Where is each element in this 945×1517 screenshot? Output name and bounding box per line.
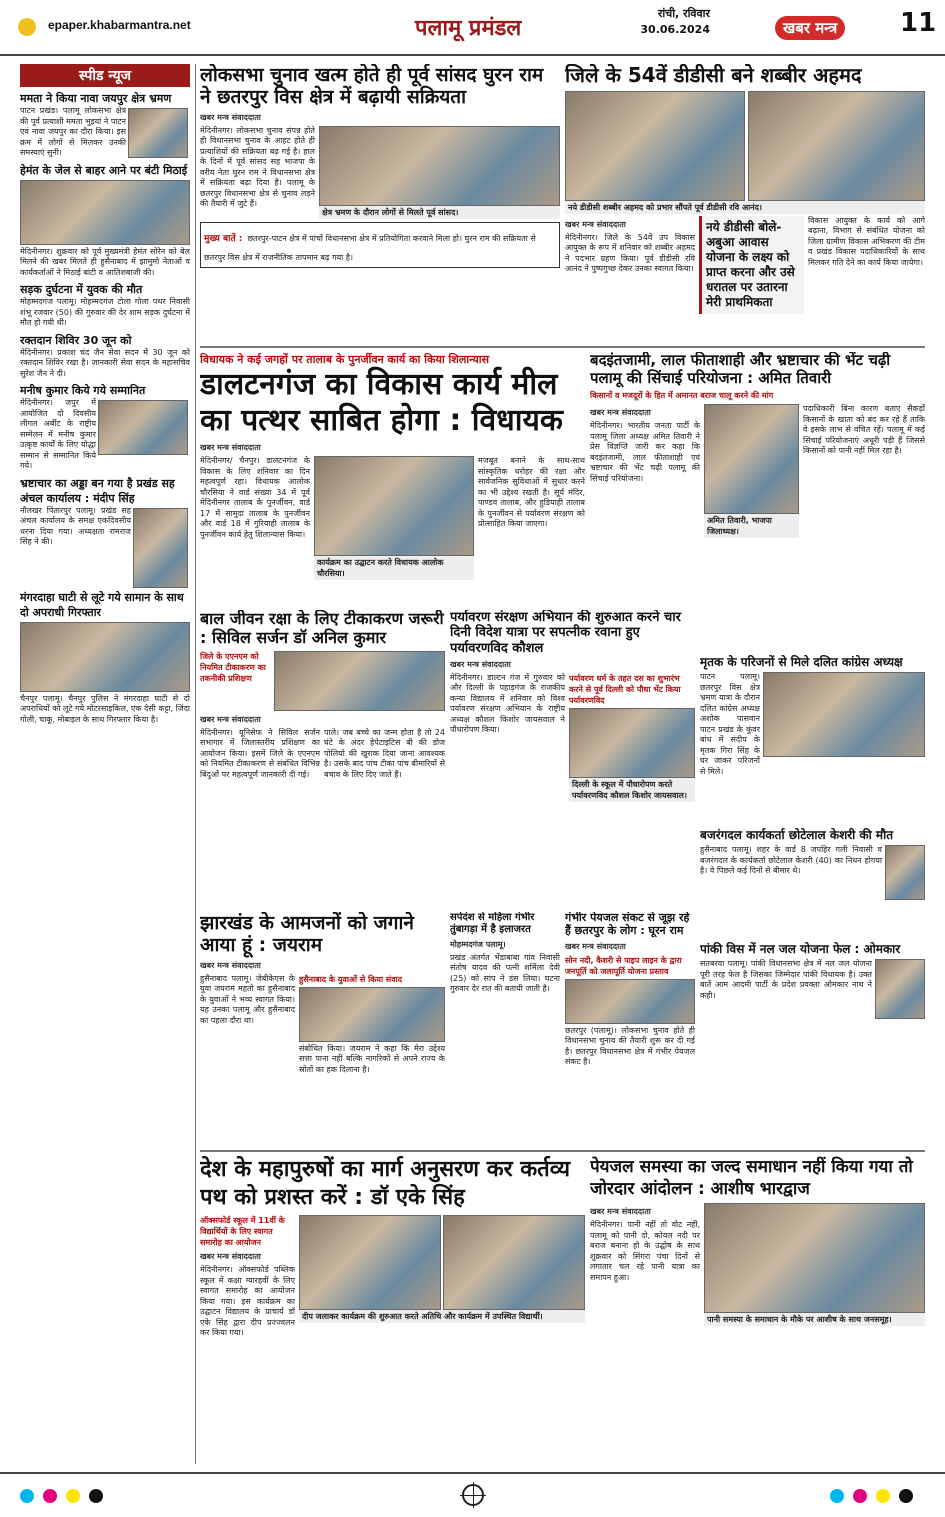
story-text: प्रखंड अंतर्गत भेंडाबाबा गांव निवासी संतोष यादव की पत्नी शर्मिला देवी (25) को सांप ने डंस लिया। घटना गुरुवार देर रात की बतायी जाती है। <box>450 952 560 994</box>
brief-7 <box>20 590 190 726</box>
photo-caption: कार्यक्रम का उद्घाटन करते विधायक आलोक चौरसिया। <box>314 556 474 580</box>
photo-caption: अमित तिवारी, भाजपा जिलाध्यक्ष। <box>704 514 799 538</box>
story-text: मेदिनीनगर/ चैनपुर। डालटनगंज के विकास के लिए शनिवार का दिन महत्वपूर्ण रहा। विधायक आलोक चौरसिया ने वार्ड संख्या 34 में पूर्व मेदिनीनगर तालाब के पुनर्जीवन, वार्ड 17 में सामुदा तालाब के पुनर्जीवन और वार्ड 18 में गुरियाही तालाब के पुनर्जीवन कार्य हेतु शिलान्यास किया। <box>200 456 310 539</box>
story-kicker: विधायक ने कई जगहों पर तालाब के पुनर्जीवन कार्य का किया शिलान्यास <box>200 353 490 366</box>
photo-caption: क्षेत्र भ्रमण के दौरान लोगों से मिलते पूर्व सांसद। <box>319 206 560 219</box>
story-text-2: पदाधिकारी बिना कारण बताए सैकड़ों किसानों के खाता को बंद कर रहे हैं ताकि वे इसके लाभ से वंचित रहें। पलामू में कई सिंचाई परियोजनाएं अधूरी पड़ी हैं जिससे किसानों को पानी नहीं मिल रहा है। <box>803 404 925 456</box>
brief-5 <box>20 383 190 472</box>
masthead <box>0 0 945 56</box>
story-photo <box>748 91 925 201</box>
story-byline: खबर मन्त्र संवाददाता <box>450 659 511 669</box>
cyan-dot-icon <box>20 1489 34 1503</box>
story-text: मेदिनीनगर। डाल्टन गंज में गुरुवार को और दिल्ली के पहाड़गंज के राजकीय कन्या विद्यालय में शनिवार को विश्व पर्यावरण संरक्षण अभियान के राष्ट्रीय अध्यक्ष कौशल किशोर जायसवाल ने पौधारोपण किया। <box>450 672 565 735</box>
story-snakebite <box>450 912 560 1147</box>
story-photo <box>314 456 474 556</box>
story-photo <box>763 672 925 757</box>
story-byline: खबर मन्त्र संवाददाता <box>200 112 261 122</box>
story-side-caption: जिले के एएनएम को नियमित टीकाकरण का तकनीकी प्रशिक्षण <box>200 651 266 683</box>
story-byline: खबर मन्त्र संवाददाता <box>200 1252 261 1261</box>
story-headline: बाल जीवन रक्षा के लिए टीकाकरण जरूरी : सिविल सर्जन डॉ अनिल कुमार <box>200 610 444 647</box>
story-byline: खबर मन्त्र संवाददाता <box>590 408 651 418</box>
story-byline: खबर मन्त्र संवाददाता <box>200 960 261 970</box>
section-divider <box>200 346 925 348</box>
issue-date: 30.06.2024 <box>640 23 710 36</box>
story-photo <box>885 845 925 900</box>
brief-text: मेदिनीनगर। प्रकाश चंद जैन सेवा सदन में 30 जून को रक्तदान शिविर रखा है। जानकारी सेवा सदन के महासचिव सुरेश जैन ने दी। <box>20 347 190 378</box>
registration-dots <box>20 1488 107 1507</box>
story-text: हुसैनाबाद पलामू। शहर के वार्ड 8 जपहिर गली निवासी व बजरंगदल के कार्यकर्ता छोटेलाल केशरी (40) का निधन होगया है। वे पिछले कई दिनों से बीमार थे। <box>700 845 882 876</box>
story-water-agitation <box>590 1156 925 1466</box>
key-points-title: मुख्य बातें : <box>204 233 243 244</box>
brief-text: नौलखर पिंतारपुर पलामू। प्रखंड सह अंचल कार्यालय के समक्ष एकदिवसीय धरना दिया गया। अध्यक्षता रामराज सिंह ने की। <box>20 505 131 546</box>
city-day: रांची, रविवार <box>657 7 710 20</box>
story-photo <box>443 1215 585 1310</box>
story-text-2: मजबूत बनाने के साथ-साथ सांस्कृतिक धरोहर की रक्षा और सार्वजनिक सुविधाओं में सुधार करने का भी उद्देश्य रखती है। सूर्य मंदिर, पाण्डव तालाब, और हुडियाही तालाब के पुनर्जीवन से पर्यावरण संरक्षण को प्रोत्साहित किया जाएगा। <box>478 456 585 528</box>
brand-logo: खबर मन्त्र <box>775 16 845 40</box>
story-headline: लोकसभा चुनाव खत्म होते ही पूर्व सांसद घुरन राम ने छतरपुर विस क्षेत्र में बढ़ायी सक्रियता <box>200 64 544 109</box>
brief-text: मोहम्मदगंज पलामू। मोहम्मदगंज टोला गोला पथर निवासी शंभू रजवार (50) की गुरुवार की देर शाम सड़क दुर्घटना में मौत हो गयी थी। <box>20 297 190 327</box>
story-headline: पर्यावरण संरक्षण अभियान की शुरुआत करने चार दिनी विदेश यात्रा पर सपत्नीक रवाना हुए पर्यावरणविद कौशल <box>450 610 681 656</box>
photo-caption: दीप जलाकर कार्यक्रम की शुरुआत करते अतिथि और कार्यक्रम में उपस्थित विद्यार्थी। <box>299 1310 585 1323</box>
brief-photo <box>20 180 190 245</box>
story-side-caption: ऑक्सफोर्ड स्कूल में 11वीं के विद्यार्थियों के लिए स्वागत समारोह का आयोजन <box>200 1216 285 1247</box>
story-text-2: संबोधित किया। जयराम ने कहा कि मेरा उद्देश्य सत्ता पाना नहीं बल्कि नागरिकों से अपने राज्य के स्रोतों का हक दिलाना है। <box>299 1043 445 1074</box>
story-headline: झारखंड के आमजनों को जगाने आया हूं : जयराम <box>200 912 414 957</box>
story-byline: खबर मन्त्र संवाददाता <box>200 443 261 452</box>
brief-photo <box>128 108 188 158</box>
brief-text: मेदिनीनगर। जपुर में आयोजित दो दिवसीय लीगल अर्बीट के राष्ट्रीय सम्मेलन में मनीष कुमार उत्कृष्ट कार्यों के लिए योद्धा सम्मान से सम्मानित किये गये। <box>20 398 96 470</box>
brief-headline: मनीष कुमार किये गये सम्मानित <box>20 384 146 397</box>
story-photo <box>704 404 799 514</box>
story-jairam <box>200 912 445 1147</box>
registration-dots-right <box>830 1488 917 1507</box>
brief-2 <box>20 163 190 279</box>
story-note: पर्यावरण धर्म के तहत दस का शुभारंभ करने से पूर्व दिल्ली को पौधा भेंट किया पर्यावरणविद <box>569 673 681 705</box>
site-url[interactable]: epaper.khabarmantra.net <box>48 18 191 32</box>
story-text: मेदिनीनगर। ऑक्सफोर्ड पब्लिक स्कूल में कक्षा ग्यारहवीं के लिए स्वागत समारोह का आयोजन किया गया। इस कार्यक्रम का उद्घाटन विद्यालय के प्राचार्य डॉ एके सिंह द्वारा दीप प्रज्ज्वलन कर किया गया। <box>200 1265 295 1337</box>
brief-headline: सड़क दुर्घटना में युवक की मौत <box>20 283 143 296</box>
story-byline: खबर मन्त्र संवाददाता <box>200 714 261 724</box>
story-daltonganj-development <box>200 352 585 602</box>
photo-caption: पानी समस्या के समाधान के मौके पर आशीष के साथ जनसमूह। <box>704 1313 925 1326</box>
story-text: छतरपुर (पलामू)। लोकसभा चुनाव होते ही विधानसभा चुनाव की तैयारी शुरू कर दी गई है। छतरपुर विधानसभा क्षेत्र में गंभीर पेयजल संकट है। <box>565 1025 695 1067</box>
brief-4 <box>20 333 190 380</box>
story-oxford-school <box>200 1156 585 1466</box>
speed-news-column <box>20 64 190 1464</box>
story-photo <box>565 91 745 201</box>
story-byline: खबर मन्त्र संवाददाता <box>590 1207 651 1216</box>
story-headline: बदइंतजामी, लाल फीताशाही और भ्रष्टाचार की भेंट चढ़ी पलामू की सिंचाई परियोजना : अमित तिवारी <box>590 352 891 387</box>
crosshair-icon <box>462 1484 484 1506</box>
story-photo <box>875 959 925 1019</box>
story-drinking-water-crisis <box>565 912 695 1147</box>
brief-headline: रक्तदान शिविर 30 जून को <box>20 333 132 347</box>
story-text: मेदिनीनगर। भारतीय जनता पार्टी के पलामू जिला अध्यक्ष अमित तिवारी ने प्रेस विज्ञप्ति जारी कर कहा कि बदइंतजामी, लाल फीताशाही एवं भ्रष्टाचार की भेंट चढ़ी पलामू की सिंचाई परियोजना। <box>590 421 700 483</box>
brief-3 <box>20 282 190 329</box>
story-side-caption: किसानों व मजदूरों के हित में अमानत बराज चालू करने की मांग <box>590 391 774 401</box>
story-quote: नये डीडीसी बोले- अबुआ आवास योजना के लक्ष्य को प्राप्त करना और उसे धरातल पर उतारना मेरी प्राथमिकता <box>699 216 804 314</box>
brief-6 <box>20 476 190 548</box>
key-points-text: छतरपुर-पाटन क्षेत्र में पांचों विधानसभा क्षेत्र में प्रतियोगिता करवाने मिला हो। घुरन राम की सक्रियता से छतरपुर विस क्षेत्र में राजनीतिक तापमान बढ़ गया है। <box>204 233 536 262</box>
story-photo <box>299 1215 441 1310</box>
photo-caption: नये डीडीसी शब्बीर अहमद को प्रभार सौंपते पूर्व डीडीसी रवि आनंद। <box>565 201 925 214</box>
story-text: सतबरवा पलामू। पांकी विधानसभा क्षेत्र में नल जल योजना पूरी तरह फेल है जिसका जिम्मेदार पांकी विधायक है। उक्त बातें आम आदमी पार्टी के प्रदेश प्रवक्ता ओमकार नाथ ने कही। <box>700 959 872 1000</box>
page-footer <box>0 1472 945 1517</box>
yellow-dot-icon <box>66 1489 80 1503</box>
story-headline: मृतक के परिजनों से मिले दलित कांग्रेस अध्यक्ष <box>700 655 903 669</box>
story-side-caption: हुसैनाबाद के युवाओं से किया संवाद <box>299 974 402 984</box>
story-pankki-water <box>700 942 925 1112</box>
brief-photo <box>98 400 188 455</box>
brief-photo <box>20 622 190 692</box>
black-dot-icon <box>89 1489 103 1503</box>
story-headline: पेयजल समस्या का जल्द समाधान नहीं किया गया तो जोरदार आंदोलन : आशीष भारद्वाज <box>590 1157 913 1199</box>
cyan-dot-icon <box>830 1489 844 1503</box>
story-text: पाटन पलामू। छतरपुर विस क्षेत्र भ्रमण यात्रा के दौरान दलित कांग्रेस अध्यक्ष अशोक पासवान पाटन प्रखंड के कुंवर बांध में संदीप के मृतक गिरा सिंह के घर जाकर परिजनों से मिले। <box>700 672 760 776</box>
magenta-dot-icon <box>43 1489 57 1503</box>
story-headline: डालटनगंज का विकास कार्य मील का पत्थर साबित होगा : विधायक <box>200 367 563 438</box>
story-irrigation-project <box>590 352 925 647</box>
magenta-dot-icon <box>853 1489 867 1503</box>
brief-headline: ममता ने किया नावा जयपुर क्षेत्र भ्रमण <box>20 92 172 105</box>
date-block <box>630 6 710 38</box>
brief-text: चैनपुर पलामू। चैनपुर पुलिस ने मंगरदाहा घाटी से दो अपराधियों को लूटे गये मोटरसाइकिल, एक देसी कट्टा, जिंदा गोली, चाकू, मोबाइल के साथ गिरफ्तार किया है। <box>20 693 190 724</box>
story-photo <box>319 126 560 206</box>
brief-1 <box>20 91 190 159</box>
story-photo <box>299 987 445 1042</box>
story-photo <box>569 708 695 778</box>
story-text-2: विकास आयुक्त के कार्य को आगे बढ़ाना, विभाग से संबंधित योजना को जिला ग्रामीण विकास अभिकरण की टीम व प्रखंड विकास पदाधिकारियों के साथ मिलकर गति देने का कार्य किया जायेगा। <box>808 215 925 267</box>
story-photo <box>274 651 445 711</box>
story-bajrang-dal <box>700 828 925 938</box>
edition-title: पलामू प्रमंडल <box>415 16 522 41</box>
story-headline: जिले के 54वें डीडीसी बने शब्बीर अहमद <box>565 64 862 87</box>
brief-text: मेदिनीनगर। शुक्रवार को पूर्व मुख्यमंत्री हेमंत सोरेन को बेल मिलने की खबर मिलते ही हुसैनाबाद में झामुमो नेताओं व कार्यकर्ताओं ने मिठाई बांटी व आतिशबाजी की। <box>20 246 190 277</box>
story-byline: खबर मन्त्र संवाददाता <box>565 941 626 951</box>
story-ex-mp-ghuran-ram <box>200 64 560 344</box>
story-environmentalist <box>450 610 695 900</box>
brief-headline: भ्रष्टाचार का अड्डा बन गया है प्रखंड सह अंचल कार्यालय : मंदीप सिंह <box>20 476 175 505</box>
story-text: मेदिनीनगर। पानी नहीं तो वोट नहीं, पलामू को पानी दो, कोयल नदी पर बराज बनाना हो के उद्घोष के साथ शुक्रवार को सिंगरा पंचा दिनों से लगातार चल रहे पानी यात्रा का समापन हुआ। <box>590 1220 700 1282</box>
story-byline: मोहम्मदगंज पलामू। <box>450 939 506 949</box>
story-headline: सर्पदंश से महिला गंभीर तुंबागड़ा में है इलाजरत <box>450 912 535 935</box>
brief-headline: हेमंत के जेल से बाहर आने पर बंटी मिठाई <box>20 163 188 177</box>
speed-news-title: स्पीड न्यूज <box>20 64 190 87</box>
story-headline: गंभीर पेयजल संकट से जूझ रहे हैं छतरपुर के लोग : घूरन राम <box>565 912 690 937</box>
page-number: 11 <box>900 8 937 38</box>
story-text: मेदिनीनगर। जिले के 54वें उप विकास आयुक्त के रूप में शनिवार को शब्बीर अहमद ने पदभार ग्रहण किया। पूर्व डीडीसी रवि आनंद ने पुष्पगुच्छ देकर उनका स्वागत किया। <box>565 232 695 274</box>
key-points-box <box>200 222 560 268</box>
story-text-2: पाले। जब बच्चे का जन्म होता है तो 24 घंटे के अंदर हेपेटाइटिस बी की डोज पोलियो की खुराक दिया जाना आवश्यक है। उसके बाद पांच टीका पांच बीमारियों से बचाव के लिए दिए जाते हैं। <box>324 727 445 779</box>
story-note: सोन नदी, कैशरी से पाइप लाइन के द्वारा जनपूर्ति को जलापूर्ति योजना प्रस्ताव <box>565 955 682 976</box>
story-new-ddc <box>565 64 925 344</box>
story-text: मेदिनीनगर। लोकसभा चुनाव संपन्न होते ही विधानसभा चुनाव के आहट होते ही प्रत्याशियों की सक्रियता बढ़ गई है। हाल के दिनों में पूर्व सांसद सह भाजपा के वरीय नेता घुरन राम ने विधानसभा क्षेत्र में सक्रियता बढ़ा दिया है। पलामू के छतरपुर विधानसभा क्षेत्र से चुनाव लड़ने की तैयारी में जुटे हैं। <box>200 125 315 209</box>
black-dot-icon <box>899 1489 913 1503</box>
story-photo <box>565 979 695 1024</box>
story-headline: देश के महापुरुषों का मार्ग अनुसरण कर कर्तव्य पथ को प्रशस्त करें : डॉ एके सिंह <box>200 1157 570 1210</box>
story-text: मेदिनीनगर। यूनिसेफ ने सिविल सर्जन सभागार में जिलास्तरीय प्रशिक्षण का आयोजन किया। इसमें जिले के एएनएम को नियमित टीकाकरण से संबंधित विभिन्न बिंदुओं पर महत्वपूर्ण जानकारी दी गई। <box>200 727 320 779</box>
story-text: हुसैनाबाद पलामू। जेबीकेएस के युवा जयराम महतो का हुसैनाबाद के युवाओं ने भव्य स्वागत किया। यह उनका पलामू और हुसैनाबाद का पहला दौरा था। <box>200 973 295 1025</box>
story-headline: पांकी विस में नल जल योजना फेल : ओमकार <box>700 942 901 956</box>
brief-headline: मंगरदाहा घाटी से लूटे गये सामान के साथ दो अपराधी गिरफ्तार <box>20 590 184 619</box>
brief-text: पाटन प्रखंड। पलामू लोकसभा क्षेत्र की पूर्व प्रत्याशी ममता भुइयां ने पाटन एवं नावा जयपुर का दौरा किया। इस क्रम में लोगों से मिलकर उनकी समस्याएं सुनी। <box>20 106 126 157</box>
column-divider <box>195 64 196 1464</box>
story-vaccination <box>200 610 445 900</box>
color-dot-icon <box>18 18 36 36</box>
brief-photo <box>133 508 188 588</box>
story-byline: खबर मन्त्र संवाददाता <box>565 219 626 229</box>
photo-caption: दिल्ली के स्कूल में पौधारोपण करते पर्यावरणविद कौशल किशोर जायसवाल। <box>569 778 695 802</box>
section-divider <box>200 1150 925 1152</box>
story-headline: बजरंगदल कार्यकर्ता छोटेलाल केशरी की मौत <box>700 828 894 842</box>
yellow-dot-icon <box>876 1489 890 1503</box>
story-dalit-congress <box>700 655 925 825</box>
story-photo <box>704 1203 925 1313</box>
